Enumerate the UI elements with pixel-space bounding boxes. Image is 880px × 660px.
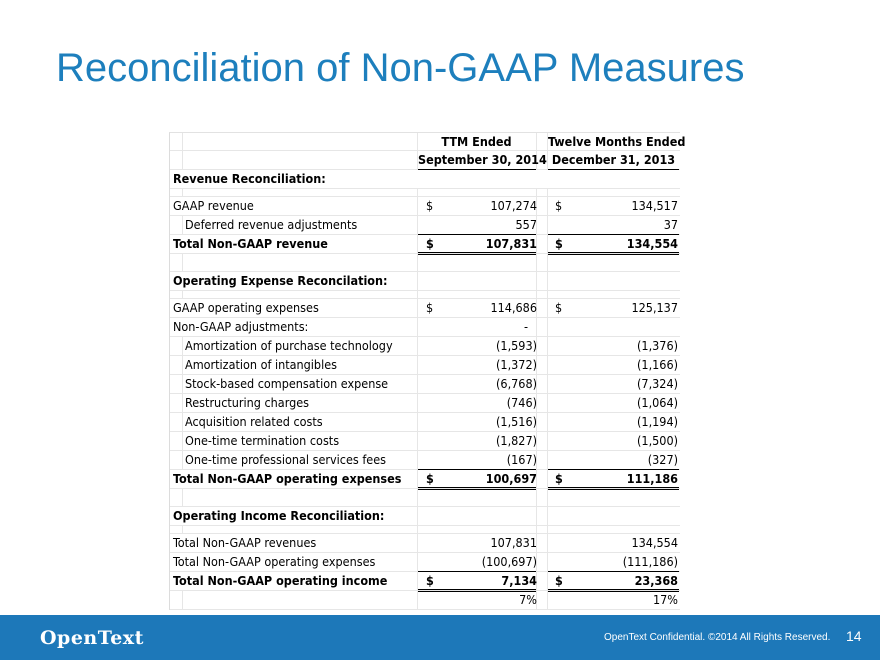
opinc-section-title: Operating Income Reconciliation: [173, 508, 385, 523]
table-row [170, 413, 680, 432]
value-ttm: (100,697) [481, 554, 537, 569]
table-row [170, 394, 680, 413]
row-label: One-time termination costs [185, 433, 340, 448]
opentext-logo: OpenText [40, 627, 144, 649]
value-ttm: 7,134 [501, 573, 537, 588]
value-fy: (1,376) [637, 338, 678, 353]
opex-section-title: Operating Expense Reconcilation: [173, 273, 388, 288]
row-label: Total Non-GAAP operating expenses [173, 554, 376, 569]
row-label: GAAP revenue [173, 198, 254, 213]
value-fy: 37 [663, 217, 678, 232]
row-label: Non-GAAP adjustments: [173, 319, 309, 334]
value-ttm: 100,697 [485, 471, 537, 486]
dollar-sign: $ [555, 573, 563, 588]
col2-header-line2: December 31, 2013 [551, 152, 676, 167]
value-fy: 111,186 [626, 471, 678, 486]
value-fy: 134,517 [631, 198, 678, 213]
dollar-sign: $ [555, 300, 563, 315]
table-row [170, 318, 680, 337]
col2-header-line1: Twelve Months Ended [548, 134, 686, 149]
value-ttm: (1,827) [496, 433, 537, 448]
reconciliation-table [169, 132, 686, 610]
footer-bar [0, 615, 880, 660]
dollar-sign: $ [426, 236, 434, 251]
table-row [170, 451, 680, 470]
row-label: Restructuring charges [185, 395, 310, 410]
section-row [170, 507, 680, 526]
value-ttm: (746) [506, 395, 537, 410]
value-fy: (111,186) [622, 554, 678, 569]
value-fy: (1,166) [637, 357, 678, 372]
table-row [170, 534, 680, 553]
value-fy: (1,194) [637, 414, 678, 429]
row-label: GAAP operating expenses [173, 300, 319, 315]
dollar-sign: $ [555, 198, 563, 213]
value-fy: (1,064) [637, 395, 678, 410]
row-label: Acquisition related costs [185, 414, 323, 429]
table-row [170, 299, 680, 318]
value-ttm: 107,274 [490, 198, 537, 213]
section-row [170, 272, 680, 291]
col1-header-line1: TTM Ended [441, 134, 512, 149]
value-ttm: 107,831 [490, 535, 537, 550]
row-label: Total Non-GAAP operating expenses [173, 471, 402, 486]
table-row-total [170, 235, 680, 254]
value-fy: 23,368 [634, 573, 678, 588]
margin-ttm: 7% [519, 592, 537, 607]
page-number: 14 [846, 628, 862, 644]
value-fy: 134,554 [626, 236, 678, 251]
header-row-2 [170, 151, 680, 170]
dollar-sign: $ [426, 300, 434, 315]
table-row [170, 375, 680, 394]
value-ttm: (167) [506, 452, 537, 467]
value-fy: 134,554 [631, 535, 678, 550]
dollar-sign: $ [426, 573, 434, 588]
value-ttm: (1,593) [496, 338, 537, 353]
table-row [170, 216, 680, 235]
table-row-total [170, 470, 680, 489]
dollar-sign: $ [426, 198, 434, 213]
value-fy: 125,137 [631, 300, 678, 315]
table-row [170, 197, 680, 216]
row-label: One-time professional services fees [185, 452, 386, 467]
row-label: Amortization of purchase technology [185, 338, 393, 353]
table-row [170, 356, 680, 375]
dollar-sign: $ [426, 471, 434, 486]
value-fy: (327) [647, 452, 678, 467]
revenue-section-title: Revenue Reconciliation: [173, 171, 326, 186]
value-ttm: (6,768) [496, 376, 537, 391]
value-ttm: 107,831 [485, 236, 537, 251]
col1-header-line2: September 30, 2014 [418, 152, 547, 167]
table-row [170, 591, 680, 610]
dollar-sign: $ [555, 236, 563, 251]
row-label: Deferred revenue adjustments [185, 217, 358, 232]
value-ttm: (1,516) [496, 414, 537, 429]
row-label: Total Non-GAAP revenues [173, 535, 317, 550]
dollar-sign: $ [555, 471, 563, 486]
table-row-total [170, 572, 680, 591]
value-ttm: (1,372) [496, 357, 537, 372]
value-ttm: - [523, 319, 528, 334]
table-row [170, 432, 680, 451]
value-fy: (1,500) [637, 433, 678, 448]
section-row [170, 170, 680, 189]
confidential-notice: OpenText Confidential. ©2014 All Rights Reserved. [604, 632, 831, 643]
header-row-1 [170, 133, 686, 151]
margin-fy: 17% [653, 592, 678, 607]
row-label: Total Non-GAAP operating income [173, 573, 388, 588]
row-label: Amortization of intangibles [185, 357, 337, 372]
row-label: Stock-based compensation expense [185, 376, 389, 391]
value-fy: (7,324) [637, 376, 678, 391]
value-ttm: 114,686 [490, 300, 537, 315]
table-row [170, 553, 680, 572]
table-row [170, 337, 680, 356]
row-label: Total Non-GAAP revenue [173, 236, 328, 251]
value-ttm: 557 [515, 217, 537, 232]
page-title: Reconciliation of Non-GAAP Measures [56, 46, 745, 90]
